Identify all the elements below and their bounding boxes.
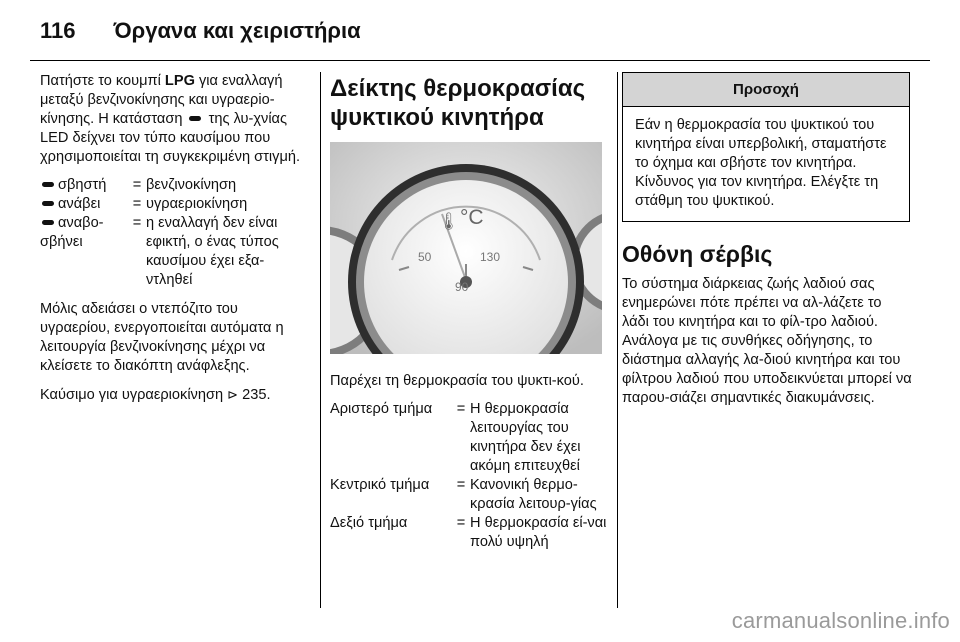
list-item: αναβο-σβήνει = η εναλλαγή δεν είναι εφικτή, ο ένας τύπος καυσίμου έχει εξα-ντληθεί — [40, 215, 279, 288]
column-divider-1 — [320, 72, 321, 608]
auto-switch-paragraph: Μόλις αδειάσει ο ντεπόζιτο του υγραερίου, ενεργοποιείται αυτόματα η λειτουργία βενζινοκίνησης μέχρι να κλείσετε το διακόπτη ανάφλεξης. — [40, 301, 284, 374]
led-bar-icon — [42, 201, 54, 206]
gauge-zone-list — [330, 400, 610, 552]
lpg-paragraph: Πατήστε το κουμπί LPG για εναλλαγή μεταξύ βενζινοκίνησης και υγραερio-κίνησης. Η κατάσταση της λυ-χνίας LED δείχνει τον τύπο καυσίμου που χρησιμοποιείται τη συγκεκριμένη στιγμή. — [40, 73, 301, 165]
led-bar-icon — [189, 116, 201, 121]
gauge-unit: °C — [460, 206, 484, 229]
watermark: carmanualsonline.info — [731, 608, 950, 633]
coolant-temp-heading: Δείκτης θερμοκρασίας ψυκτικού κινητήρα — [330, 75, 586, 131]
column-divider-2 — [617, 72, 618, 608]
gauge-label-high: 130 — [480, 250, 501, 264]
list-item: Κεντρικό τμήμα = Κανονική θερμο-κρασία λειτουρ-γίας — [330, 477, 597, 512]
led-bar-icon — [42, 220, 54, 225]
column-middle — [330, 72, 610, 562]
list-item: Αριστερό τμήμα = Η θερμοκρασία λειτουργίας του κινητήρα δεν έχει ακόμη επιτευχθεί — [330, 401, 581, 474]
service-display-text: Το σύστημα διάρκειας ζωής λαδιού σας ενημερώνει πότε πρέπει να αλ-λάζετε το λάδι του κινητήρα και το φίλ-τρο λαδιού. Ανάλογα με τις συνθήκες οδήγησης, το διάστημα αλλαγής λα-διού κινητήρα και του φίλτρου λαδιού που υποδεικνύεται μπορεί να παρου-σιάζει σημαντικές διακυμάνσεις. — [622, 276, 912, 406]
section-title: Όργανα και χειριστήρια — [113, 18, 361, 43]
thermometer-icon: 🌡 — [438, 212, 460, 231]
list-item: ανάβει = υγραεριοκίνηση — [40, 195, 310, 214]
caution-title: Προσοχή — [623, 73, 909, 107]
coolant-intro: Παρέχει τη θερμοκρασία του ψυκτι-κού. — [330, 373, 584, 389]
gauge-label-low: 50 — [418, 250, 432, 264]
fuel-reference: Καύσιμο για υγραεριοκίνηση ⊳ 235. — [40, 387, 271, 403]
gauge-label-mid: 90 — [455, 280, 469, 294]
column-left — [40, 72, 310, 414]
page-header — [40, 18, 361, 44]
list-item: σβηστή = βενζινοκίνηση — [40, 176, 310, 195]
lpg-button-label: LPG — [164, 73, 195, 89]
caution-text: Εάν η θερμοκρασία του ψυκτικού του κινητήρα είναι υπερβολική, σταματήστε το όχημα και σβήστε τον κινητήρα. Κίνδυνος για τον κινητήρα. Ελέγξτε τη στάθμη του ψυκτικού. — [635, 117, 887, 209]
column-right — [622, 72, 912, 417]
header-divider — [30, 60, 930, 61]
page-number: 116 — [40, 18, 76, 43]
list-item: Δεξιό τμήμα = Η θερμοκρασία εί-ναι πολύ υψηλή — [330, 515, 607, 550]
led-bar-icon — [42, 182, 54, 187]
page-reference-arrow-icon: ⊳ — [227, 387, 239, 402]
page-reference-link[interactable]: 235. — [242, 387, 271, 403]
led-state-list — [40, 176, 310, 290]
caution-box — [622, 72, 910, 222]
service-display-heading: Οθόνη σέρβις — [622, 241, 773, 267]
coolant-gauge-image — [330, 142, 602, 354]
